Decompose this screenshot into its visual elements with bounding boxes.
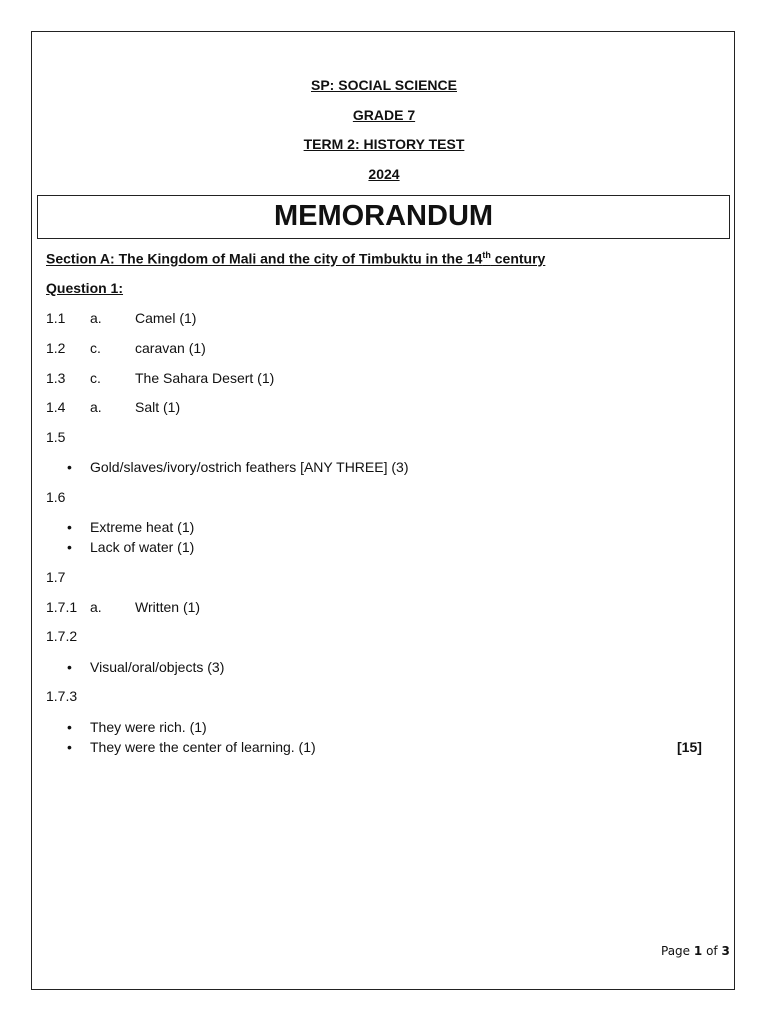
bullet-icon: • — [67, 719, 72, 735]
year-heading: 2024 — [368, 166, 400, 182]
page-footer — [661, 944, 730, 958]
subject-heading: SP: SOCIAL SCIENCE — [311, 77, 457, 93]
section-title-main: Section A: The Kingdom of Mali and the city of Timbuktu in the 14 — [46, 250, 483, 267]
bullet-text: They were the center of learning. (1) — [90, 739, 316, 755]
bullet-icon: • — [67, 539, 72, 555]
answer-number: 1.7.2 — [46, 628, 78, 644]
bullet-text: Visual/oral/objects (3) — [90, 659, 225, 675]
answer-number: 1.7 — [46, 569, 66, 585]
bullet-text: Lack of water (1) — [90, 539, 195, 555]
answer-letter: a. — [90, 599, 102, 615]
section-title — [46, 250, 545, 267]
bullet-text: They were rich. (1) — [90, 719, 207, 735]
grade-heading: GRADE 7 — [352, 107, 416, 123]
footer-page-total: 3 — [721, 944, 730, 958]
footer-page-word: Page — [661, 944, 691, 958]
answer-number: 1.1 — [46, 310, 66, 326]
bullet-text: Gold/slaves/ivory/ostrich feathers [ANY THREE] (3) — [90, 459, 409, 475]
answer-letter: c. — [90, 370, 101, 386]
bullet-text: Extreme heat (1) — [90, 519, 195, 535]
answer-number: 1.4 — [46, 399, 66, 415]
question-title: Question 1: — [46, 280, 124, 296]
answer-number: 1.7.1 — [46, 599, 78, 615]
answer-text: Camel (1) — [135, 310, 197, 326]
section-title-superscript: th — [482, 250, 491, 260]
footer-of-word: of — [706, 944, 718, 958]
answer-letter: a. — [90, 310, 102, 326]
answer-text: Written (1) — [135, 599, 201, 615]
memorandum-title: MEMORANDUM — [37, 195, 730, 239]
answer-text: The Sahara Desert (1) — [135, 370, 275, 386]
answer-text: caravan (1) — [135, 340, 206, 356]
answer-number: 1.2 — [46, 340, 66, 356]
answer-number: 1.7.3 — [46, 688, 78, 704]
answer-text: Salt (1) — [135, 399, 181, 415]
answer-letter: c. — [90, 340, 101, 356]
term-heading: TERM 2: HISTORY TEST — [303, 136, 465, 152]
answer-letter: a. — [90, 399, 102, 415]
bullet-icon: • — [67, 519, 72, 535]
bullet-icon: • — [67, 739, 72, 755]
footer-page-number: 1 — [693, 944, 703, 958]
total-marks: [15] — [677, 739, 702, 755]
bullet-icon: • — [67, 459, 72, 475]
answer-number: 1.3 — [46, 370, 66, 386]
answer-number: 1.6 — [46, 489, 66, 505]
bullet-icon: • — [67, 659, 72, 675]
answer-number: 1.5 — [46, 429, 66, 445]
section-title-end: century — [490, 250, 546, 267]
